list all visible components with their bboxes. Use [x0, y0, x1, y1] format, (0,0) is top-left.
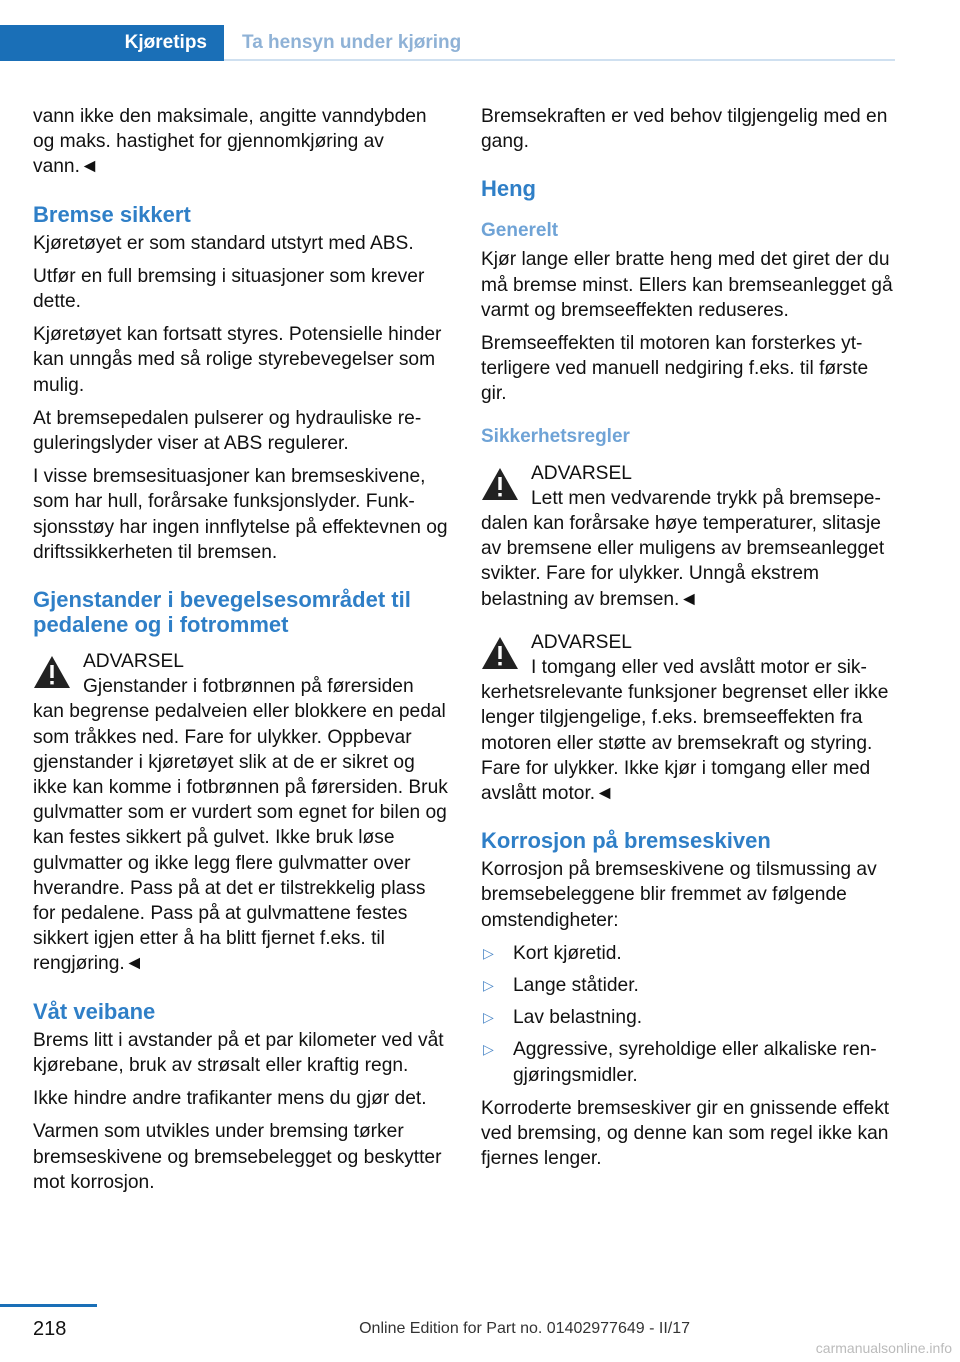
bullet-triangle-icon: ▷	[483, 977, 494, 994]
tab-ta-hensyn[interactable]: Ta hensyn under kjøring	[242, 32, 462, 53]
heading-korrosjon: Korrosjon på bremseskiven	[481, 828, 771, 854]
paragraph: Utfør en full bremsing i situasjoner som krever dette.	[33, 265, 425, 313]
paragraph: Varmen som utvikles under bremsing tørker bremseskivene og bremsebelegget og beskytter mot korrosjon.	[33, 1121, 442, 1193]
warning-text: Gjenstander i fotbrønnen på førersiden kan begrense pedalveien eller blokkere en pedal som tråkkes ned. Fare for ulykker. Oppbevar gjenstander i kjøretøyet slik at de er sikret og ikke kan komme i fotbrønnen på førersiden. Bruk gulvmatter som er vurdert som egnet for bilen og kan festes sikkert på gulvet. Ikke bruk løse gulvmatter og ikke legg flere gulvmatter over hverandre. Pass på at det er tilstrekkelig plass for pedalene. Pass på at gulvmattene festes sikkert igjen etter å ha blitt fjernet f.eks. til rengjøring.◄	[33, 676, 448, 975]
paragraph: Ikke hindre andre trafikanter mens du gjør det.	[33, 1088, 427, 1110]
edition-note: Online Edition for Part no. 01402977649 - II/17	[359, 1320, 690, 1337]
warning-triangle-icon	[481, 467, 519, 501]
paragraph: I visse bremsesituasjoner kan bremseskivene, som har hull, forårsake funksjonslyder. Funksjonsstøy har ingen innflytelse på effektevnen og driftssikkerheten til bremsen.	[33, 466, 448, 563]
paragraph: Korrosjon på bremseskivene og tilsmussing av bremsebeleggene blir fremmet av følgende omstendigheter:	[481, 859, 877, 931]
header-divider	[224, 59, 895, 61]
heading-vat-veibane: Våt veibane	[33, 998, 156, 1024]
subheading-sikkerhetsregler: Sikkerhetsregler	[481, 425, 630, 447]
warning-title: ADVARSEL	[531, 631, 632, 653]
warning-block	[481, 461, 896, 612]
heading-bremse-sikkert: Bremse sikkert	[33, 201, 191, 227]
paragraph: vann ikke den maksimale, angitte vanndybden og maks. hastighet for gjennomkjøring av vann.◄	[33, 106, 427, 178]
paragraph: Brems litt i avstander på et par kilometer ved våt kjørebane, bruk av strøsalt eller kraftig regn.	[33, 1029, 444, 1076]
warning-text: I tomgang eller ved avslått motor er sikkerhetsrelevante funksjoner begrenset eller ikke lenger tilgjengelige, f.eks. bremseeffekten fra motoren eller støtte av bremsekraft og styring. Fare for ulykker. Ikke kjør i tomgang eller med avslått motor.◄	[481, 657, 889, 805]
list-item: ▷ Kort kjøretid.	[481, 941, 896, 966]
list-item: ▷ Lange ståtider.	[481, 973, 896, 998]
paragraph: Kjøretøyet kan fortsatt styres. Potensielle hinder kan unngås med så rolige styrebevegelser som mulig.	[33, 324, 442, 396]
watermark: carmanualsonline.info	[815, 1340, 952, 1356]
warning-text: Lett men vedvarende trykk på bremsepedalen kan forårsake høye temperaturer, slitasje av bremsene eller muligens av bremseanlegget svikter. Fare for ulykker. Unngå ekstrem belastning av bremsen.◄	[481, 487, 885, 610]
list-item: ▷ Aggressive, syreholdige eller alkaliske rengjøringsmidler.	[483, 1039, 877, 1086]
footer-accent-line	[0, 1304, 97, 1307]
bullet-triangle-icon: ▷	[483, 1041, 494, 1058]
heading-gjenstander: Gjenstander i bevegelsesområdet til pedalene og i fotrommet	[33, 587, 411, 638]
warning-triangle-icon	[33, 655, 71, 689]
paragraph: At bremsepedalen pulserer og hydrauliske reguleringslyder viser at ABS regulerer.	[33, 407, 422, 455]
paragraph: Korroderte bremseskiver gir en gnissende effekt ved bremsing, og denne kan som regel ikke kan fjernes lenger.	[481, 1097, 890, 1170]
heading-heng: Heng	[481, 176, 536, 202]
list-item: ▷ Lav belastning.	[481, 1005, 896, 1030]
warning-title: ADVARSEL	[531, 462, 632, 484]
header	[0, 25, 895, 61]
page-number: 218	[33, 1318, 67, 1340]
subheading-generelt: Generelt	[481, 220, 559, 242]
bullet-list	[481, 941, 896, 1088]
bullet-triangle-icon: ▷	[483, 1009, 494, 1026]
warning-title: ADVARSEL	[83, 651, 184, 673]
paragraph: Kjøretøyet er som standard utstyrt med ABS.	[33, 232, 414, 254]
paragraph: Bremsekraften er ved behov tilgjengelig med en gang.	[481, 106, 888, 153]
warning-block	[481, 630, 896, 806]
tab-kjoretips[interactable]: Kjøretips	[0, 25, 224, 61]
warning-triangle-icon	[481, 636, 519, 670]
paragraph: Kjør lange eller bratte heng med det giret der du må bremse minst. Ellers kan bremseanlegget gå varmt og bremseeffekten reduseres.	[481, 249, 893, 321]
paragraph: Bremseeffekten til motoren kan forsterkes ytterligere ved manuell nedgiring f.eks. til første gir.	[481, 333, 869, 405]
left-column	[33, 104, 448, 1203]
bullet-triangle-icon: ▷	[483, 944, 494, 961]
right-column	[481, 104, 896, 1180]
warning-block	[33, 649, 448, 977]
